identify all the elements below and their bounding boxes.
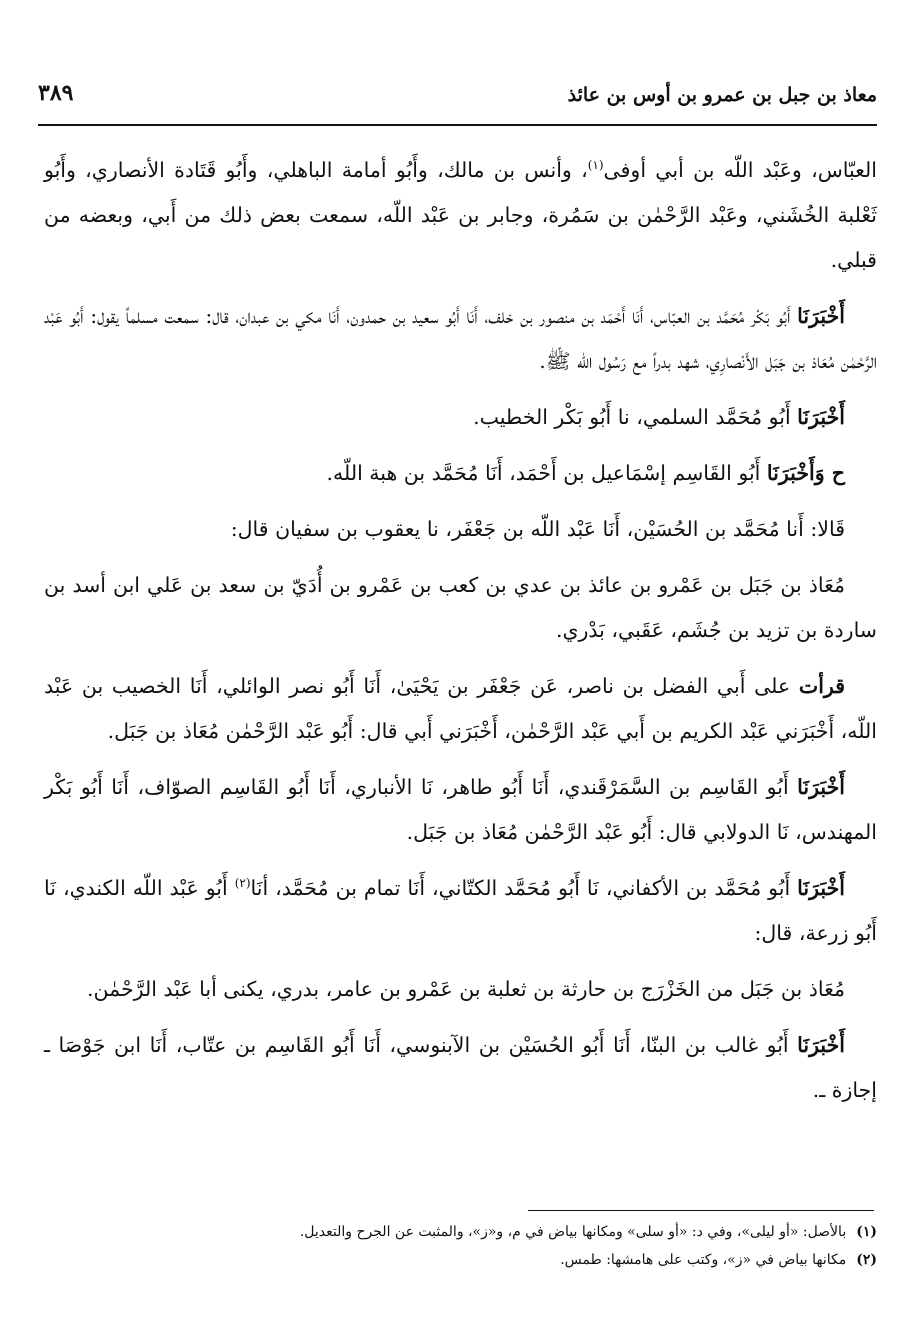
paragraph-1 <box>44 148 877 283</box>
footnote-divider <box>528 1210 874 1211</box>
footnote-ref-1: (١) <box>587 158 604 173</box>
paragraph-text: على أَبي الفضل بن ناصر، عَن جَعْفَر بن يَحْيَىٰ، أَنَا أَبُو نصر الوائلي، أَنَا الخصيب بن عَبْد اللّه، أَخْبَرَني عَبْد الكريم بن أَبي عَبْد الرَّحْمٰن، أَخْبَرَني أَبي قال: أَبُو عَبْد الرَّحْمٰن مُعَاذ بن جَبَل. <box>44 674 877 743</box>
paragraph-7 <box>44 664 877 754</box>
footnote-text: مكانها بياض في «ز»، وكتب على هامشها: طمس. <box>560 1252 847 1268</box>
footnote-number: (٢) <box>856 1252 877 1268</box>
paragraph-text: أَبُو غالب بن البنّا، أَنَا أَبُو الحُسَيْن بن الآبنوسي، أَنَا أَبُو القَاسِم بن عتّاب، أَنَا ابن جَوْصَا ـ إجازة ـ. <box>44 1033 877 1102</box>
paragraph-lead: أَخْبَرَنَا <box>797 304 845 328</box>
paragraph-text-continued: ، وأنس بن مالك، وأَبُو أمامة الباهلي، وأَبُو قَتَادة الأنصاري، وأَبُو ثَعْلبة الخُشَني، وعَبْد الرَّحْمٰن بن سَمُرة، وجابر بن عَبْد اللّه، سمعت بعض ذلك من أَبي، وبعضه من قبلي. <box>44 158 877 272</box>
paragraph-text: أَبُو القَاسِم بن السَّمَرْقَندي، أَنَا أَبُو طاهر، نَا الأنباري، أَنَا أَبُو القَاسِم الصوّاف، أَنَا أَبُو بَكْر المهندس، نَا الدولابي قال: أَبُو عَبْد الرَّحْمٰن مُعَاذ بن جَبَل. <box>44 775 877 844</box>
paragraph-text-continued: أَبُو عَبْد اللّه الكندي، نَا أَبُو زرعة، قال: <box>44 876 877 945</box>
paragraph-text: أَبُو مُحَمَّد السلمي، نا أَبُو بَكْر الخطيب. <box>473 405 798 429</box>
paragraph-lead: أَخْبَرَنَا <box>797 876 845 900</box>
paragraph-5 <box>44 507 877 552</box>
paragraph-text: أَبُو القَاسِم إسْمَاعيل بن أَحْمَد، أَنَا مُحَمَّد بن هبة اللّه. <box>326 461 767 485</box>
paragraph-text: مُعَاذ بن جَبَل من الخَزْرَج بن حارثة بن ثعلبة بن عَمْرو بن عامر، بدري، يكنى أبا عَبْد الرَّحْمٰن. <box>87 977 845 1001</box>
paragraph-9 <box>44 866 877 956</box>
paragraph-text: أَبُو بَكْر مُحَمَّد بن العبّاس، أَنَا أَحْمَد بن منصور بن خلف، أَنَا أَبُو سعيد بن حمدون، أَنَا مكي بن عبدان، قال: سمعت مسلماً يقول: أَبُو عَبْد الرَّحْمٰن مُعَاذ بن جَبَل الأَنْصارِي، شهد بدراً مع رَسُول الله ﷺ. <box>44 304 877 373</box>
paragraph-8 <box>44 765 877 855</box>
footnote-1 <box>44 1218 877 1246</box>
running-header <box>38 78 877 118</box>
header-title: معاذ بن جبل بن عمرو بن أوس بن عائذ <box>567 84 877 106</box>
paragraph-2 <box>44 294 877 384</box>
paragraph-4 <box>44 451 877 496</box>
paragraph-lead: أَخْبَرَنَا <box>797 405 845 429</box>
paragraph-lead: قرأت <box>798 674 845 698</box>
paragraph-lead: أَخْبَرَنَا <box>797 775 845 799</box>
paragraph-lead: أَخْبَرَنَا <box>797 1033 845 1057</box>
header-divider <box>38 124 877 126</box>
paragraph-10 <box>44 967 877 1012</box>
main-text <box>44 148 877 1124</box>
paragraph-text: مُعَاذ بن جَبَل بن عَمْرو بن عائذ بن عدي بن كعب بن عَمْرو بن أُدَيّ بن سعد بن عَلي ابن أسد بن ساردة بن تزيد بن جُشَم، عَقَبي، بَدْري. <box>44 573 877 642</box>
paragraph-11 <box>44 1023 877 1113</box>
paragraph-text: العبّاس، وعَبْد اللّه بن أبي أوفى <box>603 158 877 182</box>
paragraph-text: قَالا: أَنا مُحَمَّد بن الحُسَيْن، أَنَا عَبْد اللّه بن جَعْفَر، نا يعقوب بن سفيان قال: <box>230 517 845 541</box>
paragraph-6 <box>44 563 877 653</box>
footnote-ref-2: (٢) <box>234 876 251 891</box>
footnote-number: (١) <box>856 1224 877 1240</box>
page-number: ٣٨٩ <box>38 80 74 106</box>
footnote-text: بالأصل: «أو ليلى»، وفي د: «أو سلى» ومكانها بياض في م، و«ز»، والمثبت عن الجرح والتعديل. <box>299 1224 847 1240</box>
footnote-2 <box>44 1246 877 1274</box>
paragraph-lead: ح وَأَخْبَرَنَا <box>766 461 845 485</box>
paragraph-3 <box>44 395 877 440</box>
footnotes <box>44 1218 877 1274</box>
paragraph-text: أَبُو مُحَمَّد بن الأكفاني، نَا أَبُو مُحَمَّد الكتّاني، أَنَا تمام بن مُحَمَّد، أنَا <box>250 876 798 900</box>
